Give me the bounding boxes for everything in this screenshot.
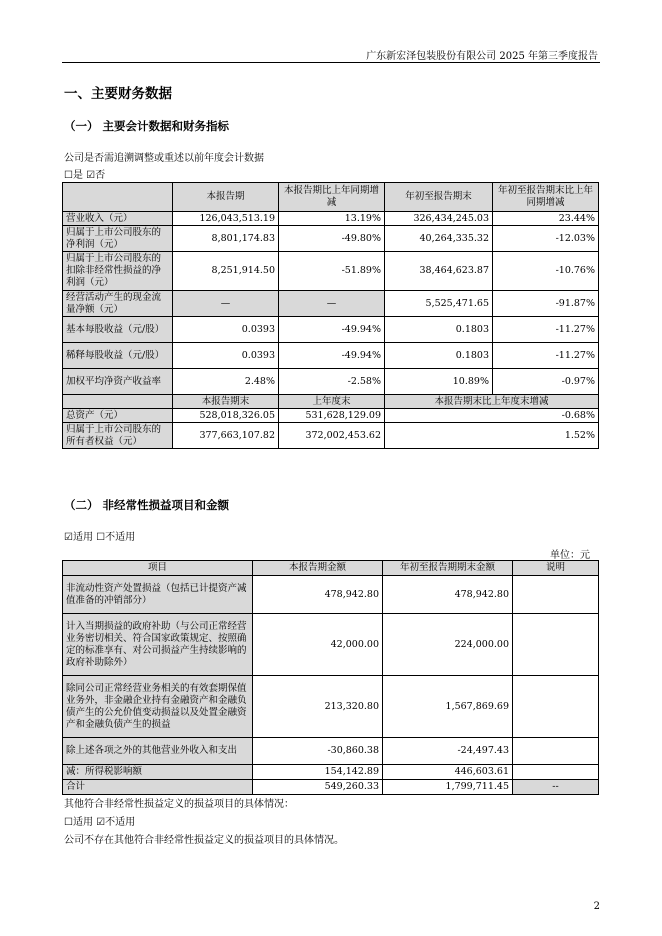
table-row [63, 343, 599, 369]
header-cell: 年初至报告期期末金额 [383, 561, 513, 576]
cell-value: 478,942.80 [383, 576, 513, 614]
header-cell [63, 183, 173, 212]
cell-value [513, 738, 599, 765]
table-row [63, 369, 599, 395]
cell-value [513, 765, 599, 780]
row-label: 营业收入（元） [63, 212, 173, 226]
row-label: 计入当期损益的政府补助（与公司正常经营业务密切相关、符合国家政策规定、按照确定的标准享有、对公司损益产生持续影响的政府补助除外） [63, 614, 253, 676]
cell-value: 0.1803 [385, 343, 493, 369]
cell-value: -11.27% [493, 317, 599, 343]
retro-options[interactable]: ☐是 ☑否 [64, 170, 106, 181]
table-header-row [63, 561, 599, 576]
cell-value: 2.48% [173, 369, 279, 395]
header-cell: 本报告期金额 [253, 561, 383, 576]
unit-label: 单位：元 [550, 550, 590, 561]
cell-value: 23.44% [493, 212, 599, 226]
cell-value: -91.87% [493, 291, 599, 317]
cell-value: 42,000.00 [253, 614, 383, 676]
header-cell: 上年度末 [279, 395, 385, 409]
cell-value: 1,799,711.45 [383, 780, 513, 795]
header-cell: 说明 [513, 561, 599, 576]
header-cell: 项目 [63, 561, 253, 576]
row-label: 归属于上市公司股东的所有者权益（元） [63, 423, 173, 449]
cell-value: 40,264,335.32 [385, 226, 493, 252]
subsection-title-2: （二） 非经常性损益项目和金额 [64, 498, 230, 512]
cell-value: -49.94% [279, 343, 385, 369]
table-row [63, 409, 599, 423]
header-rule [62, 62, 600, 63]
cell-value: -11.27% [493, 343, 599, 369]
cell-value [513, 576, 599, 614]
table-row [63, 738, 599, 765]
row-label: 基本每股收益（元/股） [63, 317, 173, 343]
cell-value: 224,000.00 [383, 614, 513, 676]
cell-value: — [173, 291, 279, 317]
row-label: 加权平均净资产收益率 [63, 369, 173, 395]
table-row [63, 317, 599, 343]
cell-value: -0.97% [493, 369, 599, 395]
header-cell: 年初至报告期末 [385, 183, 493, 212]
cell-value: 13.19% [279, 212, 385, 226]
header-cell [63, 395, 173, 409]
applicable-options-2[interactable]: ☐适用 ☑不适用 [64, 817, 136, 828]
table-subheader-row [63, 395, 599, 409]
cell-value: 531,628,129.09 [279, 409, 385, 423]
cell-value: 1.52% [385, 423, 599, 449]
cell-value: -24,497.43 [383, 738, 513, 765]
cell-value: 126,043,513.19 [173, 212, 279, 226]
cell-value: 549,260.33 [253, 780, 383, 795]
cell-value: 377,663,107.82 [173, 423, 279, 449]
row-label: 稀释每股收益（元/股） [63, 343, 173, 369]
cell-value: -2.58% [279, 369, 385, 395]
other-items-note: 其他符合非经常性损益定义的损益项目的具体情况： [64, 799, 294, 810]
cell-value: -49.80% [279, 226, 385, 252]
key-financial-table [62, 182, 599, 449]
row-label: 归属于上市公司股东的扣除非经常性损益的净利润（元） [63, 252, 173, 291]
table-row [63, 291, 599, 317]
cell-value: 478,942.80 [253, 576, 383, 614]
header-cell: 本报告期 [173, 183, 279, 212]
cell-value [513, 676, 599, 738]
cell-value: -30,860.38 [253, 738, 383, 765]
row-label: 除同公司正常经营业务相关的有效套期保值业务外，非金融企业持有金融资产和金融负债产生的公允价值变动损益以及处置金融资产和金融负债产生的损益 [63, 676, 253, 738]
table-row [63, 614, 599, 676]
header-cell: 本报告期末比上年度末增减 [385, 395, 599, 409]
table-row [63, 576, 599, 614]
cell-value: 372,002,453.62 [279, 423, 385, 449]
header-cell: 本报告期比上年同期增减 [279, 183, 385, 212]
header-cell: 本报告期末 [173, 395, 279, 409]
cell-value: -49.94% [279, 317, 385, 343]
row-label: 合计 [63, 780, 253, 795]
row-label: 非流动性资产处置损益（包括已计提资产减值准备的冲销部分） [63, 576, 253, 614]
cell-value: -10.76% [493, 252, 599, 291]
cell-value: 154,142.89 [253, 765, 383, 780]
row-label: 总资产（元） [63, 409, 173, 423]
page-number: 2 [593, 901, 600, 912]
cell-value: 8,251,914.50 [173, 252, 279, 291]
cell-value: -12.03% [493, 226, 599, 252]
cell-value: 213,320.80 [253, 676, 383, 738]
cell-value: 10.89% [385, 369, 493, 395]
table-row [63, 212, 599, 226]
table-row [63, 226, 599, 252]
table-row [63, 765, 599, 780]
table-header-row [63, 183, 599, 212]
header-cell: 年初至报告期末比上年同期增减 [493, 183, 599, 212]
cell-value: 446,603.61 [383, 765, 513, 780]
cell-value [513, 614, 599, 676]
cell-value: -- [513, 780, 599, 795]
cell-value: -0.68% [385, 409, 599, 423]
row-label: 除上述各项之外的其他营业外收入和支出 [63, 738, 253, 765]
row-label: 经营活动产生的现金流量净额（元） [63, 291, 173, 317]
table-row [63, 423, 599, 449]
applicable-options[interactable]: ☑适用 ☐不适用 [64, 532, 136, 543]
retro-question: 公司是否需追溯调整或重述以前年度会计数据 [64, 153, 264, 164]
cell-value: 38,464,623.87 [385, 252, 493, 291]
table-row [63, 252, 599, 291]
cell-value: 528,018,326.05 [173, 409, 279, 423]
page-header: 广东新宏泽包装股份有限公司 2025 年第三季度报告 [366, 51, 598, 62]
cell-value: 0.1803 [385, 317, 493, 343]
subsection-title-1: （一） 主要会计数据和财务指标 [64, 119, 230, 133]
cell-value: 326,434,245.03 [385, 212, 493, 226]
row-label: 归属于上市公司股东的净利润（元） [63, 226, 173, 252]
table-row [63, 676, 599, 738]
table-row [63, 780, 599, 795]
cell-value: 8,801,174.83 [173, 226, 279, 252]
non-recurring-table [62, 560, 599, 795]
cell-value: -51.89% [279, 252, 385, 291]
cell-value: 0.0393 [173, 317, 279, 343]
section-title: 一、主要财务数据 [64, 86, 172, 102]
cell-value: 1,567,869.69 [383, 676, 513, 738]
row-label: 减：所得税影响额 [63, 765, 253, 780]
cell-value: 5,525,471.65 [385, 291, 493, 317]
cell-value: — [279, 291, 385, 317]
none-note: 公司不存在其他符合非经常性损益定义的损益项目的具体情况。 [64, 835, 344, 846]
cell-value: 0.0393 [173, 343, 279, 369]
